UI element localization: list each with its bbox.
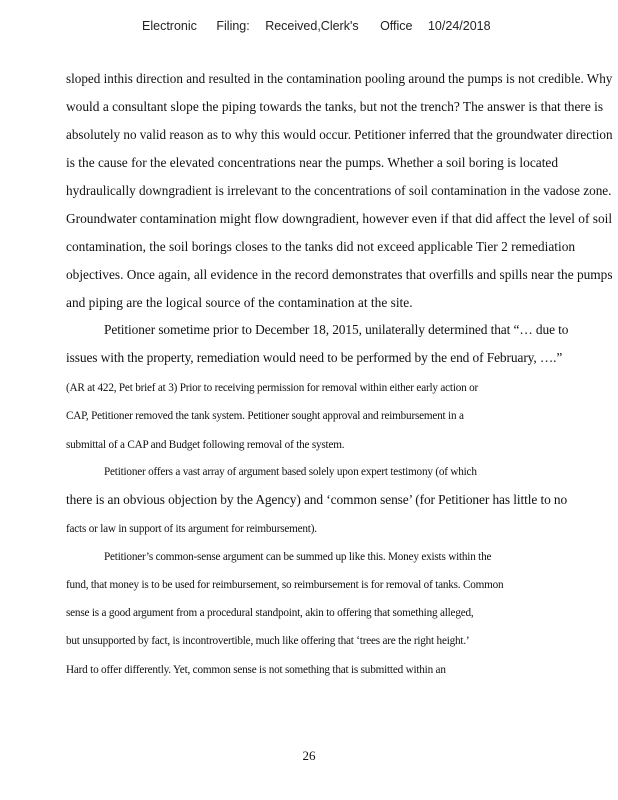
body-line: would a consultant slope the piping towards the tanks, but not the trench? The answer is that there is: [66, 99, 604, 114]
body-line: but unsupported by fact, is incontrovertible, much like offering that ‘trees are the right height.’: [66, 635, 470, 647]
body-line: contamination, the soil borings closes to the tanks did not exceed applicable Tier 2 remediation: [66, 239, 576, 254]
header-office: Office: [380, 19, 413, 33]
header-filing: Filing:: [216, 19, 250, 33]
body-line: fund, that money is to be used for reimbursement, so reimbursement is for removal of tanks. Common: [66, 579, 504, 591]
body-line: Hard to offer differently. Yet, common sense is not something that is submitted within an: [66, 664, 446, 676]
body-line: Petitioner sometime prior to December 18, 2015, unilaterally determined that “… due to: [104, 322, 569, 337]
body-line: Petitioner offers a vast array of argument based solely upon expert testimony (of which: [104, 466, 477, 478]
body-line: (AR at 422, Pet brief at 3) Prior to receiving permission for removal within either early action or: [66, 382, 479, 394]
body-line: facts or law in support of its argument for reimbursement).: [66, 523, 317, 535]
body-line: sloped inthis direction and resulted in the contamination pooling around the pumps is not credible. Why: [66, 71, 613, 86]
body-line: CAP, Petitioner removed the tank system. Petitioner sought approval and reimbursement in a: [66, 410, 464, 422]
body-line: and piping are the logical source of the contamination at the site.: [66, 295, 413, 310]
body-line: Petitioner’s common-sense argument can be summed up like this. Money exists within the: [104, 551, 492, 563]
filing-header: [142, 19, 491, 33]
body-line: hydraulically downgradient is irrelevant to the concentrations of soil contamination in the vadose zone.: [66, 183, 612, 198]
body-line: sense is a good argument from a procedural standpoint, akin to offering that something alleged,: [66, 607, 474, 619]
body-line: issues with the property, remediation would need to be performed by the end of February, ….”: [66, 350, 563, 365]
page-number: 26: [302, 748, 316, 763]
body-line: objectives. Once again, all evidence in the record demonstrates that overfills and spills near the pumps: [66, 267, 613, 282]
body-line: absolutely no valid reason as to why this would occur. Petitioner inferred that the groundwater direction: [66, 127, 613, 142]
header-electronic: Electronic: [142, 19, 197, 33]
body-line: submittal of a CAP and Budget following removal of the system.: [66, 439, 345, 451]
body-line: there is an obvious objection by the Agency) and ‘common sense’ (for Petitioner has little to no: [66, 492, 568, 507]
header-received-clerks: Received,Clerk's: [265, 19, 359, 33]
body-line: Groundwater contamination might flow downgradient, however even if that did affect the level of soil: [66, 211, 613, 226]
header-date: 10/24/2018: [427, 19, 491, 33]
body-line: is the cause for the elevated concentrations near the pumps. Whether a soil boring is located: [66, 155, 559, 170]
